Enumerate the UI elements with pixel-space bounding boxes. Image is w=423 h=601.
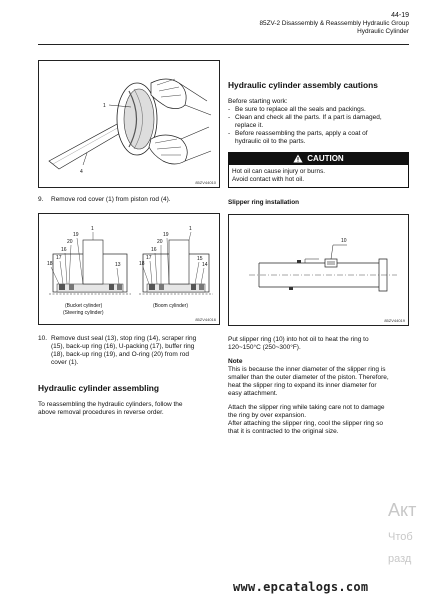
list-item: - Be sure to replace all the seals and packings. bbox=[228, 106, 366, 113]
left-column bbox=[38, 60, 220, 417]
assembling-line: To reassembling the hydraulic cylinders, follow the bbox=[38, 401, 183, 408]
boom-caption: (Boom cylinder) bbox=[153, 303, 189, 309]
boom-label-17: 17 bbox=[146, 255, 152, 261]
boom-label-18: 18 bbox=[139, 261, 145, 267]
bucket-label-20: 20 bbox=[67, 239, 73, 245]
section-title-assembling: Hydraulic cylinder assembling bbox=[38, 383, 160, 393]
step-line: Remove dust seal (13), stop ring (14), scraper ring bbox=[51, 335, 197, 342]
bucket-label-17: 17 bbox=[56, 255, 62, 261]
figure-code: 85ZV44016 bbox=[195, 317, 216, 322]
step-number: 9. bbox=[38, 196, 44, 203]
header-divider bbox=[38, 44, 409, 45]
header-section-title: 85ZV-2 Disassembly & Reassembly Hydraulic Group bbox=[259, 20, 409, 27]
figure-rod-cover-seals bbox=[38, 213, 220, 325]
page-number: 44-19 bbox=[391, 12, 409, 19]
boom-label-16: 16 bbox=[151, 247, 157, 253]
heat-instruction: Put slipper ring (10) into hot oil to heat the ring to 120~150°C (250~300°F). bbox=[228, 336, 369, 351]
list-item: - Clean and check all the parts. If a part is damaged, replace it. bbox=[228, 114, 382, 129]
fig1-label-1: 1 bbox=[103, 103, 106, 109]
figure-rod-cover-removal bbox=[38, 60, 220, 188]
caution-box bbox=[228, 152, 409, 188]
bucket-caption: (Bucket cylinder) bbox=[65, 303, 103, 309]
boom-label-15: 15 bbox=[197, 256, 203, 262]
step-10 bbox=[38, 335, 220, 367]
step-line: (18), back-up ring (19), and O-ring (20) from rod bbox=[51, 351, 189, 358]
caution-line: Avoid contact with hot oil. bbox=[232, 176, 304, 183]
figure-slipper-ring bbox=[228, 214, 409, 326]
caution-label: CAUTION bbox=[307, 154, 344, 163]
right-column bbox=[228, 60, 409, 436]
section-title-cautions: Hydraulic cylinder assembly cautions bbox=[228, 80, 378, 90]
bucket-label-16: 16 bbox=[61, 247, 67, 253]
boom-label-20: 20 bbox=[157, 239, 163, 245]
bucket-label-19: 19 bbox=[73, 232, 79, 238]
before-label: Before starting work: bbox=[228, 98, 288, 105]
bucket-label-1: 1 bbox=[91, 226, 94, 232]
note-body: This is because the inner diameter of the slipper ring is smaller than the outer diameter of the piston. Therefore, heat the slipper ring to expand its inner diameter for easy attachment. bbox=[228, 366, 389, 397]
slipper-ring-title: Slipper ring installation bbox=[228, 199, 300, 206]
step-line: (15), back-up ring (16), U-packing (17), buffer ring bbox=[51, 343, 195, 350]
bucket-label-13: 13 bbox=[115, 262, 121, 268]
step-text: Remove rod cover (1) from piston rod (4). bbox=[51, 196, 171, 203]
step-line: cover (1). bbox=[51, 359, 79, 366]
figure-code: 85ZV44010 bbox=[195, 180, 216, 185]
steering-caption: (Steering cylinder) bbox=[63, 310, 104, 316]
boom-label-1: 1 bbox=[189, 226, 192, 232]
boom-label-19: 19 bbox=[163, 232, 169, 238]
fig1-label-4: 4 bbox=[80, 169, 83, 175]
warning-triangle-icon bbox=[293, 154, 303, 163]
bucket-label-18: 18 bbox=[47, 261, 53, 267]
ghost-text-line: разд bbox=[388, 553, 412, 565]
step-9 bbox=[38, 196, 220, 204]
fig3-label-10: 10 bbox=[341, 238, 347, 244]
step-number: 10. bbox=[38, 335, 48, 342]
caution-line: Hot oil can cause injury or burns. bbox=[232, 168, 326, 175]
site-watermark: www.epcatalogs.com bbox=[233, 580, 369, 594]
header-subsection-title: Hydraulic Cylinder bbox=[357, 28, 409, 35]
caution-body bbox=[228, 165, 409, 188]
caution-header bbox=[228, 152, 409, 165]
list-item: - Before reassembling the parts, apply a coat of hydraulic oil to the parts. bbox=[228, 130, 368, 145]
note-label: Note bbox=[228, 358, 243, 365]
cautions-list bbox=[228, 106, 409, 146]
ghost-text-line: Акт bbox=[388, 500, 417, 520]
ghost-text-line: Чтоб bbox=[388, 531, 413, 543]
attach-instruction: Attach the slipper ring while taking care not to damage the ring by over expansion. After attaching the slipper ring, cool the slipper ring so that it is contracted to the original size. bbox=[228, 404, 385, 435]
page-header bbox=[259, 12, 409, 36]
boom-label-14: 14 bbox=[202, 262, 208, 268]
assembling-line: above removal procedures in reverse order. bbox=[38, 409, 164, 416]
figure-code: 85ZV44019 bbox=[384, 318, 405, 323]
